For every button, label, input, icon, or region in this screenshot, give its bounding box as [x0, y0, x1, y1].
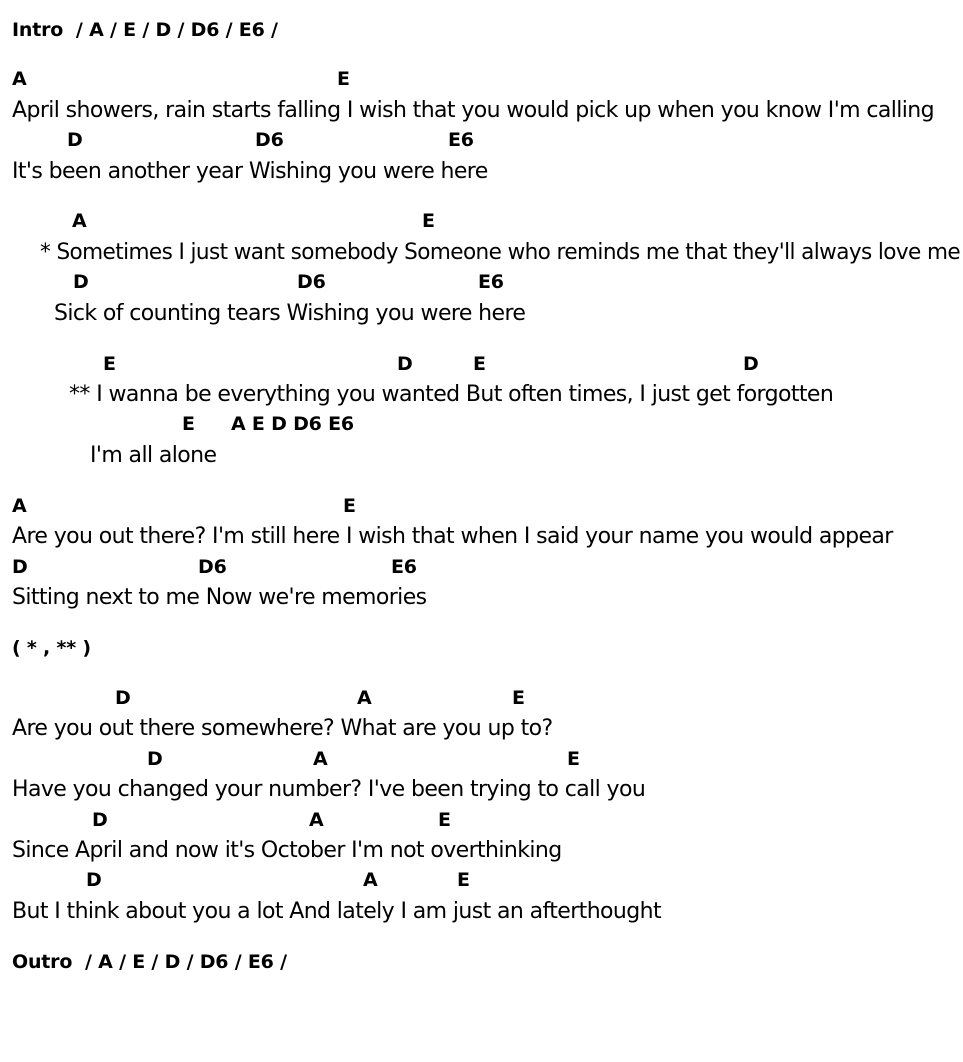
chord: D: [67, 129, 83, 151]
lyric-line: But I think about you a lot And lately I am just an afterthought: [12, 899, 661, 924]
lyric-line: It's been another year Wishing you were here: [12, 159, 488, 184]
chord: D: [147, 748, 163, 770]
chord: D: [86, 869, 102, 891]
lyric-line: Are you out there? I'm still here I wish that when I said your name you would appear: [12, 524, 893, 549]
chord: E: [422, 210, 435, 232]
chord: E6: [391, 556, 417, 578]
lyric-line: Sitting next to me Now we're memories: [12, 585, 427, 610]
chord: E: [473, 353, 486, 375]
lyric-line: ** I wanna be everything you wanted But often times, I just get forgotten: [69, 382, 834, 407]
chord: E: [457, 869, 470, 891]
chord: D: [92, 809, 108, 831]
lyric-line: I'm all alone: [90, 443, 217, 468]
lyric-line: * Sometimes I just want somebody Someone who reminds me that they'll always love me: [40, 240, 961, 265]
outro-line: Outro / A / E / D / D6 / E6 /: [12, 951, 287, 973]
chord: A: [309, 809, 324, 831]
chord: A: [12, 68, 27, 90]
chord: E: [182, 413, 195, 435]
chord: D: [73, 271, 89, 293]
chord: E: [567, 748, 580, 770]
chord: E: [512, 687, 525, 709]
repeat-marker: ( * , ** ): [12, 637, 91, 659]
lyric-line: Are you out there somewhere? What are you up to?: [12, 716, 553, 741]
chord: E: [103, 353, 116, 375]
chord: A: [357, 687, 372, 709]
chord: A: [313, 748, 328, 770]
chord: A: [12, 495, 27, 517]
lyric-line: Have you changed your number? I've been trying to call you: [12, 777, 646, 802]
chord: A E D D6 E6: [231, 413, 354, 435]
intro-line: Intro / A / E / D / D6 / E6 /: [12, 19, 278, 41]
chord: D: [115, 687, 131, 709]
chord: D: [743, 353, 759, 375]
chord: E: [343, 495, 356, 517]
chord: E6: [448, 129, 474, 151]
lyric-line: Sick of counting tears Wishing you were here: [54, 301, 526, 326]
lyric-line: April showers, rain starts falling I wish that you would pick up when you know I'm calling: [12, 98, 934, 123]
lyric-line: Since April and now it's October I'm not overthinking: [12, 838, 562, 863]
chord: E: [337, 68, 350, 90]
chord: A: [72, 210, 87, 232]
chord: E: [438, 809, 451, 831]
chord: D: [12, 556, 28, 578]
chord: D: [397, 353, 413, 375]
chord: D6: [255, 129, 284, 151]
chord: A: [363, 869, 378, 891]
chord: E6: [478, 271, 504, 293]
chord: D6: [297, 271, 326, 293]
chord: D6: [198, 556, 227, 578]
